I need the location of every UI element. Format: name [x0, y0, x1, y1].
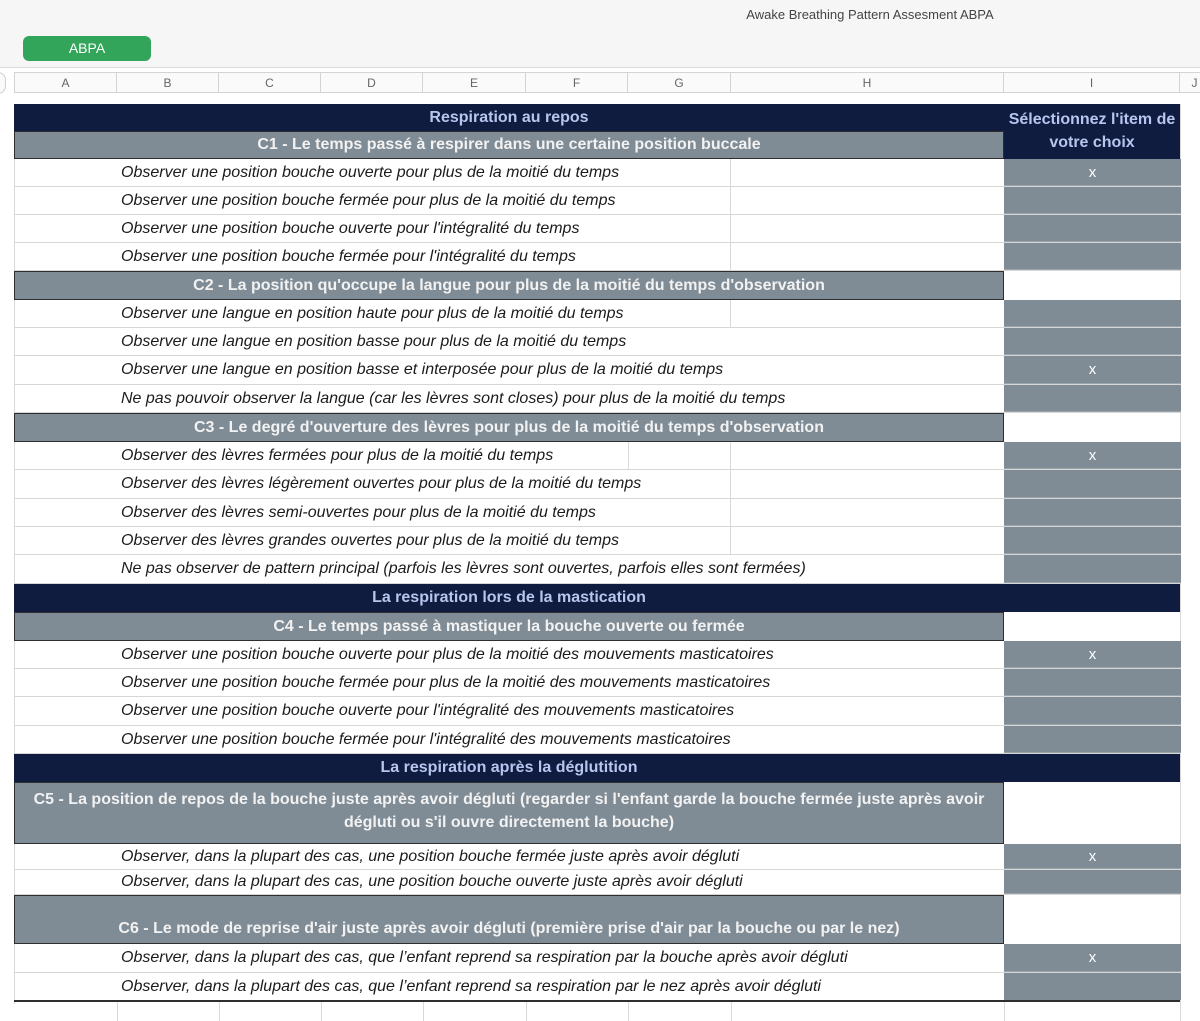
grid-line: [628, 1002, 629, 1021]
item-row-c1-3[interactable]: [14, 215, 1180, 243]
item-row-c4-1[interactable]: [14, 641, 1180, 669]
selection-cell[interactable]: [1004, 385, 1181, 412]
item-label: Observer une position bouche fermée pour l'intégralité des mouvements masticatoires: [121, 731, 731, 748]
item-row-c6-1[interactable]: [14, 944, 1180, 973]
criterion-header-c5: [14, 782, 1004, 844]
sheet-tab-bar: [0, 31, 1200, 68]
select-all-corner[interactable]: [0, 72, 6, 94]
item-label: Observer une position bouche fermée pour plus de la moitié des mouvements masticatoires: [121, 674, 771, 691]
item-row-c1-4[interactable]: [14, 243, 1180, 271]
grid-line: [730, 527, 731, 555]
criterion-header-c6: [14, 895, 1004, 944]
item-row-c2-1[interactable]: [14, 300, 1180, 328]
column-header-h[interactable]: H: [731, 72, 1004, 93]
select-column-header: [1004, 104, 1180, 159]
selection-cell[interactable]: [1004, 973, 1181, 1000]
item-row-c2-4[interactable]: [14, 385, 1180, 413]
select-column-title: Sélectionnez l'item de votre choix: [1008, 111, 1176, 151]
selection-cell[interactable]: [1004, 215, 1181, 242]
grid-line: [730, 442, 731, 470]
grid-line: [730, 187, 731, 215]
item-row-c3-2[interactable]: [14, 470, 1180, 499]
title-bar: [0, 0, 1200, 32]
column-header-i[interactable]: I: [1004, 72, 1180, 93]
selection-cell[interactable]: x: [1004, 356, 1181, 384]
column-header-f[interactable]: F: [526, 72, 628, 93]
item-label: Ne pas observer de pattern principal (parfois les lèvres sont ouvertes, parfois elles sont fermées): [121, 560, 806, 577]
grid-line: [731, 1002, 732, 1021]
selection-cell[interactable]: [1004, 870, 1181, 894]
selection-cell[interactable]: [1004, 499, 1181, 526]
sheet-tab-abpa[interactable]: ABPA: [23, 36, 151, 61]
grid-line: [730, 215, 731, 243]
item-row-c4-4[interactable]: [14, 726, 1180, 754]
column-header-b[interactable]: B: [117, 72, 219, 93]
selection-cell[interactable]: x: [1004, 641, 1181, 668]
document-title: Awake Breathing Pattern Assesment ABPA: [746, 7, 994, 22]
item-label: Observer des lèvres légèrement ouvertes pour plus de la moitié du temps: [121, 475, 642, 492]
grid-line: [730, 243, 731, 271]
section-header-deglutition: [14, 754, 1180, 782]
selection-cell[interactable]: [1004, 300, 1181, 327]
item-row-c3-3[interactable]: [14, 499, 1180, 527]
selection-cell[interactable]: x: [1004, 159, 1181, 186]
item-label: Observer, dans la plupart des cas, que l’enfant reprend sa respiration par la bouche après avoir dégluti: [121, 949, 848, 966]
selection-cell[interactable]: [1004, 555, 1181, 583]
grid-line: [321, 1002, 322, 1021]
grid-line: [730, 499, 731, 527]
column-header-a[interactable]: A: [14, 72, 117, 93]
item-label: Observer des lèvres semi-ouvertes pour plus de la moitié du temps: [121, 504, 596, 521]
item-row-c6-2[interactable]: [14, 973, 1180, 1002]
item-row-c2-2[interactable]: [14, 328, 1180, 356]
criterion-title: C2 - La position qu'occupe la langue pour plus de la moitié du temps d'observation: [193, 277, 825, 294]
column-header-e[interactable]: E: [423, 72, 526, 93]
selection-cell[interactable]: x: [1004, 944, 1181, 972]
section-header-mastication: [14, 584, 1180, 612]
grid-line: [219, 1002, 220, 1021]
grid-line: [1004, 1002, 1005, 1021]
section-title: Respiration au repos: [429, 109, 589, 126]
item-label: Observer une position bouche ouverte pour plus de la moitié du temps: [121, 164, 620, 181]
item-row-c1-1[interactable]: [14, 159, 1180, 187]
item-row-c1-2[interactable]: [14, 187, 1180, 215]
selection-cell[interactable]: [1004, 726, 1181, 753]
criterion-header-c1: [14, 131, 1004, 159]
grid-line: [730, 470, 731, 499]
criterion-title: C6 - Le mode de reprise d'air juste après avoir dégluti (première prise d'air par la bouche ou par le nez): [118, 920, 900, 937]
item-row-c2-3[interactable]: [14, 356, 1180, 385]
criterion-title: C5 - La position de repos de la bouche juste après avoir dégluti (regarder si l'enfant garde la bouche fermée juste après avoir dégluti ou s'il ouvre directement la bouche): [33, 791, 985, 831]
selection-cell[interactable]: x: [1004, 442, 1181, 469]
item-label: Observer une position bouche ouverte pour plus de la moitié des mouvements masticatoires: [121, 646, 774, 663]
item-row-c3-5[interactable]: [14, 555, 1180, 584]
section-title: La respiration lors de la mastication: [372, 589, 646, 606]
item-row-c4-2[interactable]: [14, 669, 1180, 697]
item-label: Observer une position bouche fermée pour plus de la moitié du temps: [121, 192, 616, 209]
item-label: Observer une langue en position basse pour plus de la moitié du temps: [121, 333, 627, 350]
selection-cell[interactable]: [1004, 527, 1181, 554]
item-row-c5-2[interactable]: [14, 870, 1180, 895]
criterion-title: C3 - Le degré d'ouverture des lèvres pour plus de la moitié du temps d'observation: [194, 419, 824, 436]
item-label: Observer une langue en position basse et interposée pour plus de la moitié du temps: [121, 361, 724, 378]
item-label: Observer, dans la plupart des cas, une position bouche ouverte juste après avoir dégluti: [121, 873, 743, 890]
grid-line: [423, 1002, 424, 1021]
selection-cell[interactable]: [1004, 243, 1181, 270]
criterion-title: C4 - Le temps passé à mastiquer la bouche ouverte ou fermée: [273, 618, 745, 635]
criterion-header-c2: [14, 271, 1004, 300]
column-header-g[interactable]: G: [628, 72, 731, 93]
criterion-title: C1 - Le temps passé à respirer dans une certaine position buccale: [257, 136, 761, 153]
column-header-c[interactable]: C: [219, 72, 321, 93]
column-header-d[interactable]: D: [321, 72, 423, 93]
item-label: Observer une position bouche ouverte pour l'intégralité du temps: [121, 220, 580, 237]
section-header-repos: [14, 104, 1004, 131]
grid-line: [730, 300, 731, 328]
item-label: Observer, dans la plupart des cas, que l’enfant reprend sa respiration par le nez après avoir dégluti: [121, 978, 821, 995]
item-label: Ne pas pouvoir observer la langue (car les lèvres sont closes) pour plus de la moitié du temps: [121, 390, 786, 407]
item-row-c5-1[interactable]: [14, 844, 1180, 870]
grid-line: [526, 1002, 527, 1021]
grid-line: [628, 442, 629, 470]
item-label: Observer des lèvres grandes ouvertes pour plus de la moitié du temps: [121, 532, 620, 549]
column-header-j[interactable]: J: [1180, 72, 1200, 93]
section-title: La respiration après la déglutition: [380, 759, 638, 776]
selection-cell[interactable]: [1004, 187, 1181, 214]
criterion-header-c3: [14, 413, 1004, 442]
grid-line: [117, 1002, 118, 1021]
item-label: Observer des lèvres fermées pour plus de la moitié du temps: [121, 447, 554, 464]
selection-cell[interactable]: [1004, 669, 1181, 696]
selection-cell[interactable]: x: [1004, 844, 1181, 869]
item-row-c3-4[interactable]: [14, 527, 1180, 555]
item-label: Observer, dans la plupart des cas, une position bouche fermée juste après avoir dégluti: [121, 848, 740, 865]
selection-cell[interactable]: [1004, 470, 1181, 498]
grid-line: [730, 159, 731, 187]
selection-cell[interactable]: [1004, 328, 1181, 355]
item-row-c4-3[interactable]: [14, 697, 1180, 726]
item-label: Observer une langue en position haute pour plus de la moitié du temps: [121, 305, 624, 322]
selection-cell[interactable]: [1004, 697, 1181, 725]
criterion-header-c4: [14, 612, 1004, 641]
column-headers: [0, 72, 1200, 94]
item-label: Observer une position bouche fermée pour l'intégralité du temps: [121, 248, 576, 265]
item-row-c3-1[interactable]: [14, 442, 1180, 470]
item-label: Observer une position bouche ouverte pour l'intégralité des mouvements masticatoires: [121, 702, 735, 719]
